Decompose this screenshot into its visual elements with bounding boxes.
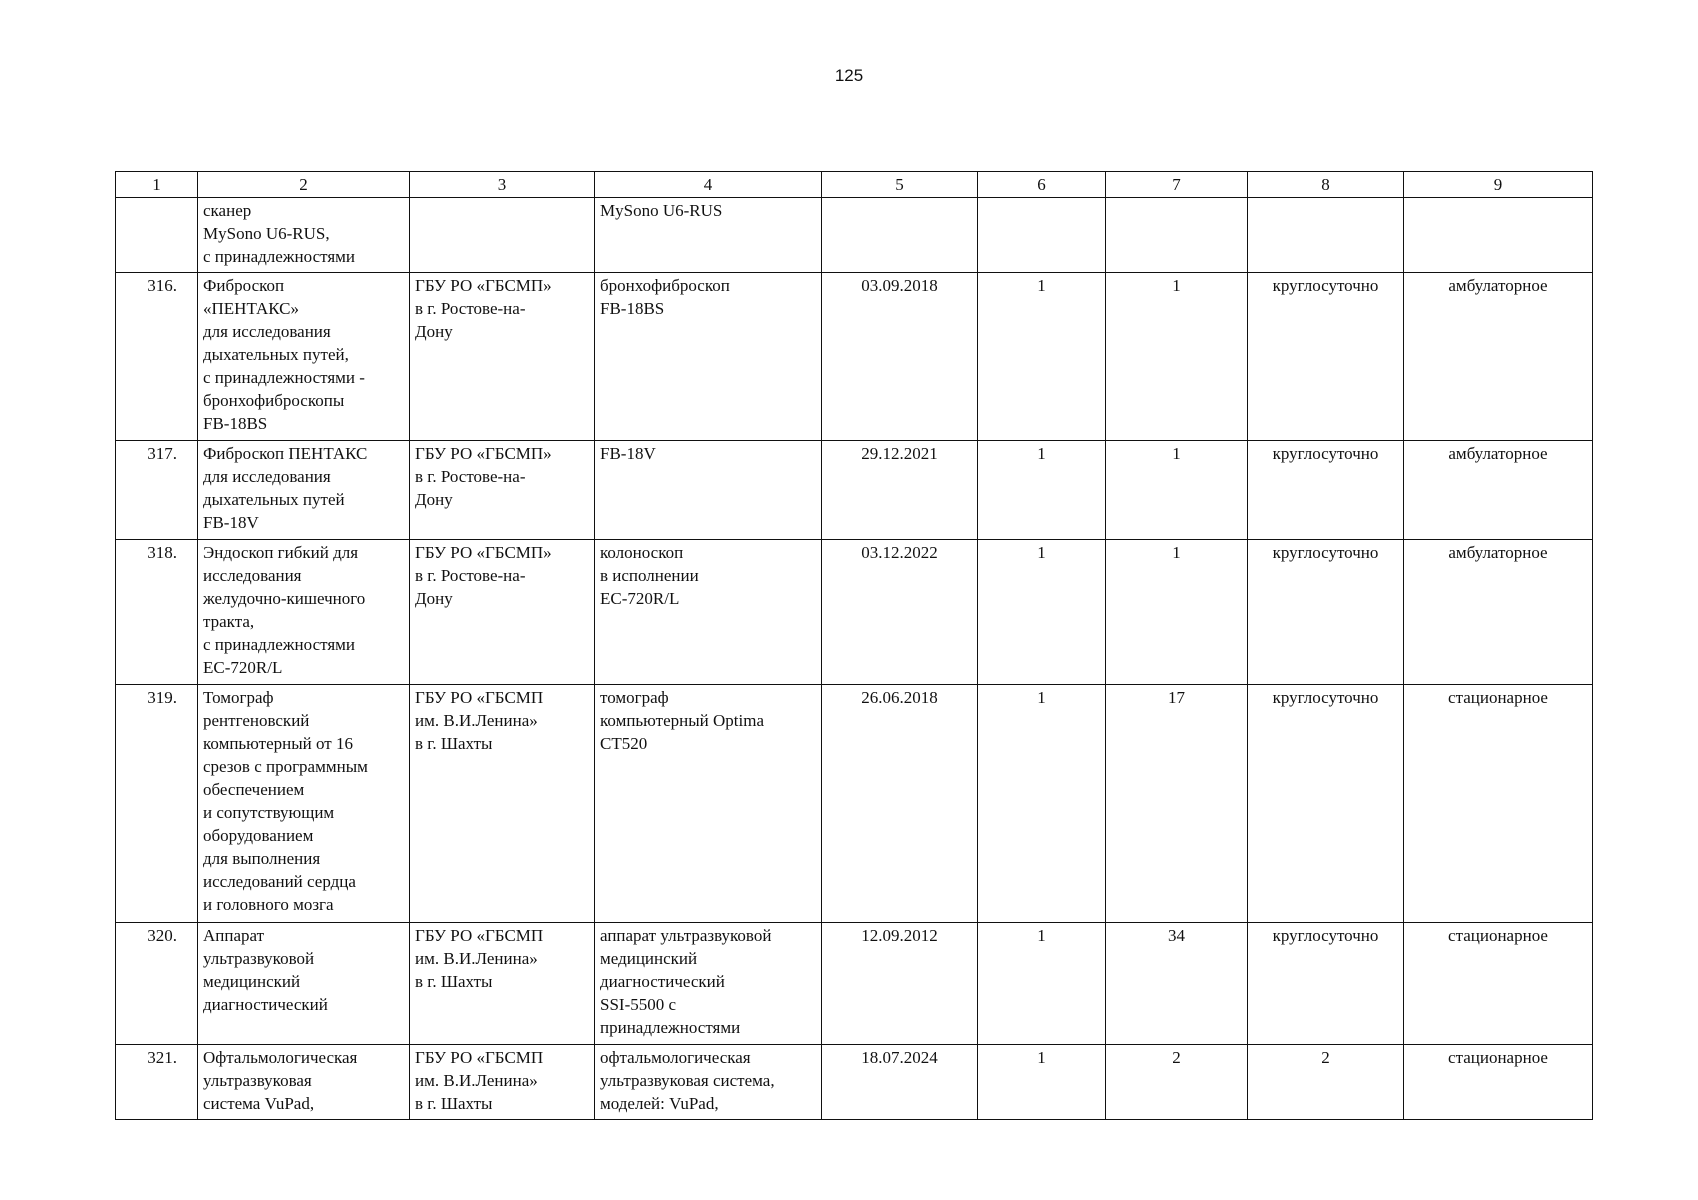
equipment-name: Офтальмологическая ультразвуковая система VuPad,: [198, 1045, 410, 1120]
organization: ГБУ РО «ГБСМП им. В.И.Ленина» в г. Шахты: [410, 685, 595, 923]
equipment-name: Томограф рентгеновский компьютерный от 16 срезов с программным обеспечением и сопутствующим оборудованием для выполнения исследований сердца и головного мозга: [198, 685, 410, 923]
col6-value: 1: [978, 273, 1106, 441]
model: томограф компьютерный Optima CT520: [595, 685, 822, 923]
equipment-name: Эндоскоп гибкий для исследования желудочно-кишечного тракта, с принадлежностями EC-720R/L: [198, 540, 410, 685]
column-header: 5: [822, 172, 978, 198]
organization: ГБУ РО «ГБСМП» в г. Ростове-на- Дону: [410, 540, 595, 685]
col6-value: 1: [978, 540, 1106, 685]
col6-value: 1: [978, 685, 1106, 923]
column-header: 8: [1248, 172, 1404, 198]
col7-value: [1106, 198, 1248, 273]
table-row: [116, 685, 1593, 923]
col7-value: 1: [1106, 540, 1248, 685]
work-mode: 2: [1248, 1045, 1404, 1120]
organization: ГБУ РО «ГБСМП им. В.И.Ленина» в г. Шахты: [410, 923, 595, 1045]
header-row: [116, 172, 1593, 198]
equipment-name: Фиброскоп «ПЕНТАКС» для исследования дыхательных путей, с принадлежностями - бронхофиброскопы FB-18BS: [198, 273, 410, 441]
equipment-table: [115, 171, 1593, 1120]
organization: ГБУ РО «ГБСМП» в г. Ростове-на- Дону: [410, 273, 595, 441]
organization: ГБУ РО «ГБСМП» в г. Ростове-на- Дону: [410, 441, 595, 540]
date: 03.09.2018: [822, 273, 978, 441]
organization: ГБУ РО «ГБСМП им. В.И.Ленина» в г. Шахты: [410, 1045, 595, 1120]
column-header: 7: [1106, 172, 1248, 198]
col7-value: 1: [1106, 441, 1248, 540]
model: колоноскоп в исполнении EC-720R/L: [595, 540, 822, 685]
table-row: [116, 923, 1593, 1045]
row-number: 319.: [116, 685, 198, 923]
row-number: [116, 198, 198, 273]
work-mode: круглосуточно: [1248, 273, 1404, 441]
row-number: 318.: [116, 540, 198, 685]
usage-type: стационарное: [1404, 1045, 1593, 1120]
work-mode: круглосуточно: [1248, 441, 1404, 540]
col7-value: 2: [1106, 1045, 1248, 1120]
col6-value: 1: [978, 923, 1106, 1045]
equipment-name: Фиброскоп ПЕНТАКС для исследования дыхательных путей FB-18V: [198, 441, 410, 540]
column-header: 1: [116, 172, 198, 198]
usage-type: амбулаторное: [1404, 540, 1593, 685]
table-row: [116, 540, 1593, 685]
work-mode: круглосуточно: [1248, 923, 1404, 1045]
date: 18.07.2024: [822, 1045, 978, 1120]
column-header: 9: [1404, 172, 1593, 198]
col6-value: [978, 198, 1106, 273]
table-row: [116, 273, 1593, 441]
table-row: [116, 441, 1593, 540]
date: 12.09.2012: [822, 923, 978, 1045]
col7-value: 1: [1106, 273, 1248, 441]
date: 29.12.2021: [822, 441, 978, 540]
organization: [410, 198, 595, 273]
usage-type: амбулаторное: [1404, 273, 1593, 441]
col6-value: 1: [978, 1045, 1106, 1120]
usage-type: [1404, 198, 1593, 273]
usage-type: амбулаторное: [1404, 441, 1593, 540]
row-number: 320.: [116, 923, 198, 1045]
date: 03.12.2022: [822, 540, 978, 685]
usage-type: стационарное: [1404, 685, 1593, 923]
table-row: [116, 1045, 1593, 1120]
column-header: 6: [978, 172, 1106, 198]
table-row: [116, 198, 1593, 273]
column-header: 4: [595, 172, 822, 198]
column-header: 2: [198, 172, 410, 198]
date: [822, 198, 978, 273]
page-number: 125: [834, 66, 864, 85]
model: FB-18V: [595, 441, 822, 540]
model: бронхофиброскоп FB-18BS: [595, 273, 822, 441]
work-mode: [1248, 198, 1404, 273]
col7-value: 17: [1106, 685, 1248, 923]
date: 26.06.2018: [822, 685, 978, 923]
model: MySono U6-RUS: [595, 198, 822, 273]
equipment-name: Аппарат ультразвуковой медицинский диагностический: [198, 923, 410, 1045]
usage-type: стационарное: [1404, 923, 1593, 1045]
model: аппарат ультразвуковой медицинский диагностический SSI-5500 с принадлежностями: [595, 923, 822, 1045]
equipment-name: сканер MySono U6-RUS, с принадлежностями: [198, 198, 410, 273]
work-mode: круглосуточно: [1248, 685, 1404, 923]
row-number: 321.: [116, 1045, 198, 1120]
column-header: 3: [410, 172, 595, 198]
model: офтальмологическая ультразвуковая система, моделей: VuPad,: [595, 1045, 822, 1120]
row-number: 316.: [116, 273, 198, 441]
col6-value: 1: [978, 441, 1106, 540]
work-mode: круглосуточно: [1248, 540, 1404, 685]
col7-value: 34: [1106, 923, 1248, 1045]
row-number: 317.: [116, 441, 198, 540]
